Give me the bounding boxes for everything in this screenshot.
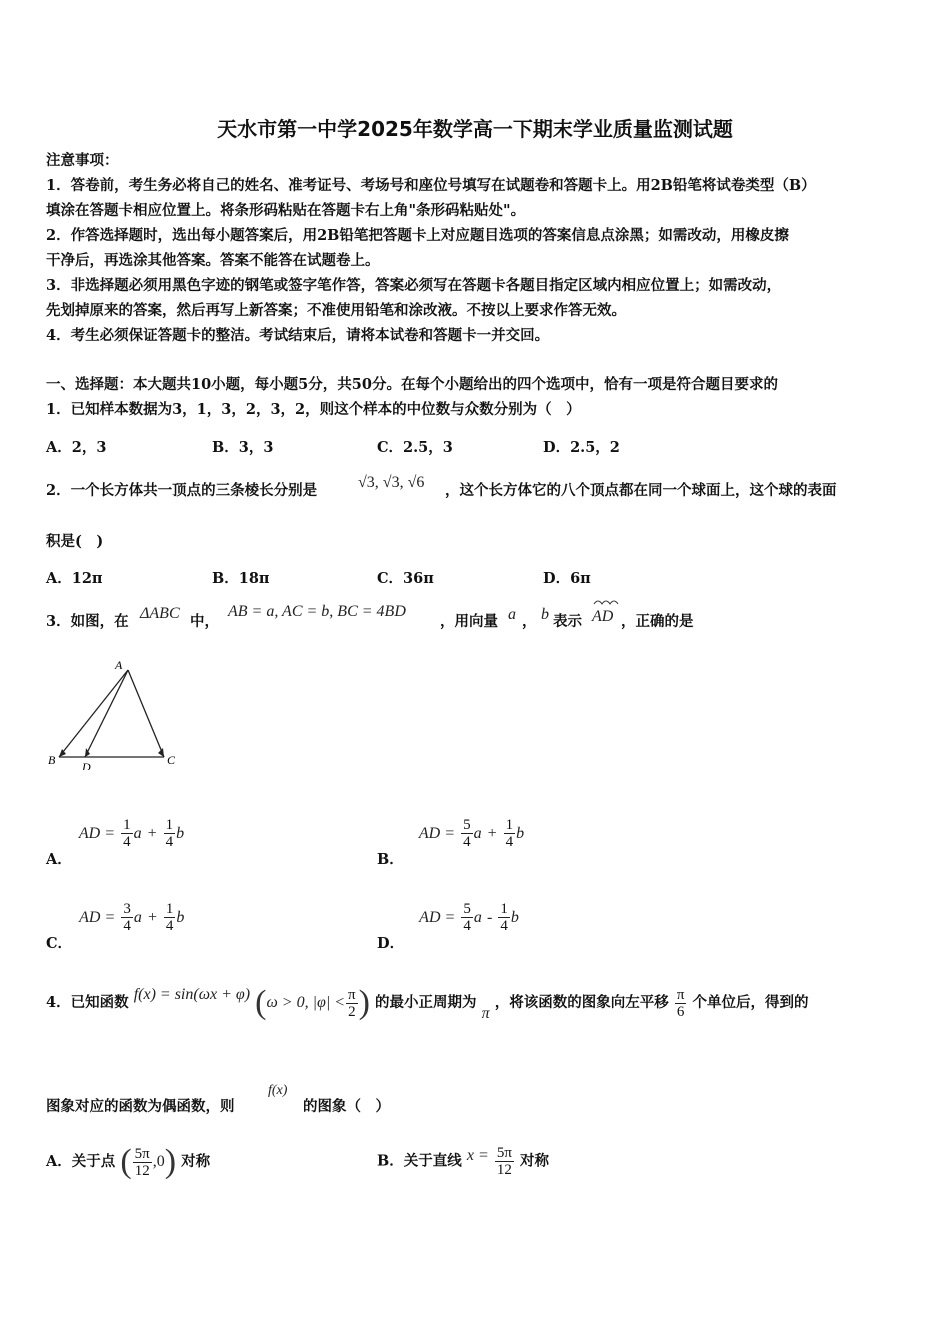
q3-option-a-label: A． xyxy=(46,851,72,868)
q3-option-c-coef-2: $\frac{1}{4}$ xyxy=(165,901,174,934)
page-title: 天水市第一中学2025年数学高一下期末学业质量监测试题 xyxy=(217,117,733,141)
q3-condition: AB = a, AC = b, BC = 4BD xyxy=(228,603,406,620)
q4-condition: ω > 0, |φ| < xyxy=(266,994,346,1011)
q4-line-2b: 的图象（ ） xyxy=(303,1098,390,1115)
q3-option-d-coef-2: $\frac{1}{4}$ xyxy=(500,901,508,934)
notice-line-4: 干净后，再选涂其他答案。答案不能答在试题卷上。 xyxy=(46,252,380,269)
q4-fx: f(x) xyxy=(268,1083,288,1098)
q3-option-a: A． AD = $\frac{1}{4}$ a + $\frac{1}{4}$ b xyxy=(46,817,185,868)
q2-stem-a: 2．一个长方体共一顶点的三条棱长分别是 xyxy=(46,482,318,499)
q2-math: √3, √3, √6 xyxy=(358,474,425,491)
q4-function: f(x) = sin(ωx + φ) xyxy=(133,985,251,1003)
q3-stem-a: 3．如图，在 xyxy=(46,613,129,630)
q4-paren-close: ) xyxy=(358,984,370,1021)
q1-option-a: A．2，3 xyxy=(46,439,107,456)
q3-option-a-lhs: AD = xyxy=(78,825,115,842)
q2-stem-c: 积是( ) xyxy=(46,533,104,550)
q3-option-d-coef-1: $\frac{5}{4}$ xyxy=(463,901,471,934)
q3-option-b-coef-1: $\frac{5}{4}$ xyxy=(463,817,471,850)
q3-vector-arrow-icon xyxy=(592,598,622,606)
q3-option-d-lhs: AD = xyxy=(419,909,456,926)
section-heading: 一、选择题：本大题共10小题，每小题5分，共50分。在每个小题给出的四个选项中，恰有一项是符合题目要求的 xyxy=(46,376,778,393)
q4-option-a-text: A．关于点 xyxy=(46,1153,116,1170)
q3-stem-b: 中， xyxy=(190,613,219,630)
q4-option-b-suffix: 对称 xyxy=(520,1152,550,1170)
q4-option-b-frac: $\frac{5\pi}{12}$ xyxy=(496,1145,512,1178)
q2-option-a: A．12π xyxy=(46,570,103,587)
q3-stem-d: 表示 xyxy=(553,613,582,630)
q3-vector-b: b xyxy=(541,606,549,623)
q2-option-b: B．18π xyxy=(212,570,270,587)
q3-option-c-lhs: AD = xyxy=(79,909,116,926)
segment-ad xyxy=(85,670,128,757)
q2-option-c: C．36π xyxy=(377,570,434,587)
segment-ac xyxy=(128,670,164,757)
q3-option-b-coef-2: $\frac{1}{4}$ xyxy=(505,817,514,850)
q3-option-d-label: D． xyxy=(377,935,405,952)
q1-option-b: B．3，3 xyxy=(212,439,274,456)
q1-stem: 1．已知样本数据为3，1，3，2，3，2，则这个样本的中位数与众数分别为（ ） xyxy=(46,401,581,418)
q3-option-d: D． AD = $\frac{5}{4}$ a - $\frac{1}{4}$ b xyxy=(377,901,519,952)
notice-line-7: 4．考生必须保证答题卡的整洁。考试结束后，请将本试卷和答题卡一并交回。 xyxy=(46,327,550,344)
q4-option-a-suffix: 对称 xyxy=(181,1153,211,1170)
q4-option-a: A．关于点 ( $\frac{5\pi}{12}$ ,0) 对称 xyxy=(46,1143,211,1180)
q4-stem-d: 个单位后，得到的 xyxy=(692,994,809,1011)
q4-stem-a: 4．已知函数 xyxy=(46,994,129,1011)
q3-vector-ad: AD xyxy=(592,608,614,625)
q3-option-c-coef-1: $\frac{3}{4}$ xyxy=(123,901,131,934)
q4-condition-frac: $\frac{\pi}{2}$ xyxy=(348,986,356,1020)
q3-option-b-label: B． xyxy=(377,851,404,868)
q4-paren-open: ( xyxy=(255,984,267,1021)
notice-line-1: 1．答卷前，考生务必将自己的姓名、准考证号、考场号和座位号填写在试题卷和答题卡上。用2B铅笔将试卷类型（B） xyxy=(46,177,816,194)
q3-sep: ， xyxy=(522,613,537,630)
notice-line-6: 先划掉原来的答案，然后再写上新答案；不准使用铅笔和涂改液。不按以上要求作答无效。 xyxy=(46,302,626,319)
segment-ab xyxy=(59,670,128,757)
q3-option-a-coef-1: $\frac{1}{4}$ xyxy=(123,817,131,850)
q3-option-a-coef-2: $\frac{1}{4}$ xyxy=(165,817,174,850)
q1-option-c: C．2.5，3 xyxy=(377,439,453,456)
q3-option-c: C． AD = $\frac{3}{4}$ a + $\frac{1}{4}$ b xyxy=(46,901,185,952)
label-b: B xyxy=(48,753,56,767)
q3-option-b: B． AD = $\frac{5}{4}$ a + $\frac{1}{4}$ b xyxy=(377,817,525,868)
q4-stem-b: 的最小正周期为 xyxy=(375,994,477,1011)
notice-line-5: 3．非选择题必须用黑色字迹的钢笔或签字笔作答，答案必须写在答题卡各题目指定区域内相应位置上；如需改动， xyxy=(46,277,782,294)
q2-option-d: D．6π xyxy=(543,570,591,587)
label-a: A xyxy=(115,658,123,672)
q4-option-b-text: B．关于直线 xyxy=(377,1152,462,1170)
q2-stem-b: ，这个长方体它的八个顶点都在同一个球面上，这个球的表面 xyxy=(445,482,837,499)
q3-option-c-label: C． xyxy=(46,935,73,952)
q4-line-2a: 图象对应的函数为偶函数，则 xyxy=(46,1098,235,1115)
label-c: C xyxy=(167,753,176,767)
q4-option-b: B．关于直线 x = $\frac{5\pi}{12}$ 对称 xyxy=(377,1145,550,1178)
q3-stem-c: ，用向量 xyxy=(440,613,498,630)
q4-stem-c: ，将该函数的图象向左平移 xyxy=(494,994,669,1011)
label-d: D xyxy=(82,760,91,770)
q1-option-d: D．2.5，2 xyxy=(543,439,620,456)
notice-line-2: 填涂在答题卡相应位置上。将条形码粘贴在答题卡右上角"条形码粘贴处"。 xyxy=(46,202,526,219)
triangle-figure xyxy=(44,655,184,770)
q3-vector-a: a xyxy=(508,606,516,623)
q4-period: π xyxy=(481,1004,490,1022)
notice-line-3: 2．作答选择题时，选出每小题答案后，用2B铅笔把答题卡上对应题目选项的答案信息点涂黑；如需改动，用橡皮擦 xyxy=(46,227,789,244)
q4-option-a-frac: $\frac{5\pi}{12}$ xyxy=(134,1145,150,1179)
q4-line-1 xyxy=(46,986,809,1036)
q3-option-b-lhs: AD = xyxy=(418,825,455,842)
q4-shift-frac: $\frac{\pi}{6}$ xyxy=(676,986,685,1020)
q3-stem-e: ，正确的是 xyxy=(621,613,694,630)
notice-heading: 注意事项： xyxy=(46,152,119,169)
q3-triangle: ΔABC xyxy=(140,605,180,622)
